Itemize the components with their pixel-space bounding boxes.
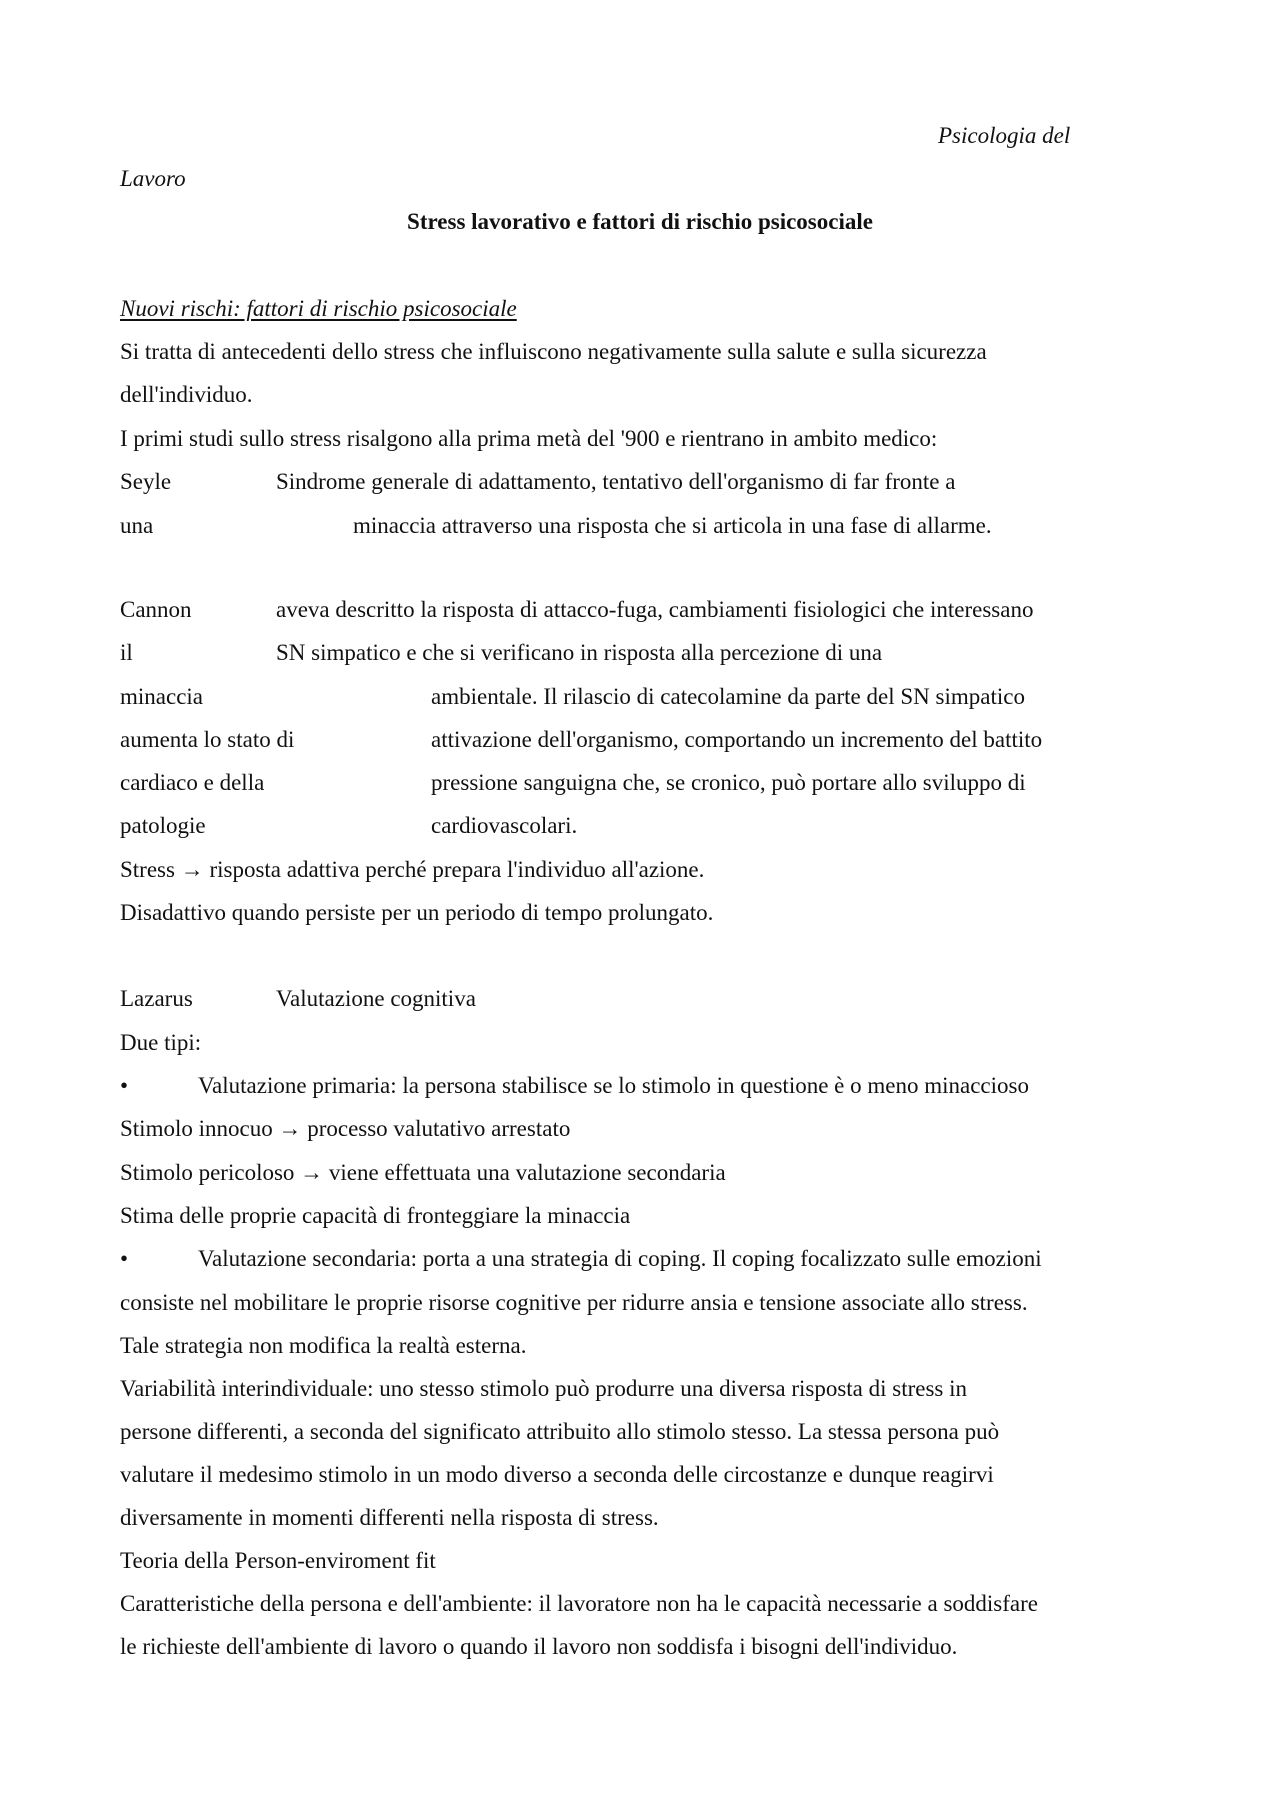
seyle-name: Seyle bbox=[120, 469, 172, 494]
bullet-secondary: • bbox=[120, 1246, 129, 1271]
stimulus-dangerous: Stimolo pericoloso → viene effettuata una valutazione secondaria bbox=[120, 1160, 726, 1185]
cannon-left-4: aumenta lo stato di bbox=[120, 727, 295, 752]
cannon-name: Cannon bbox=[120, 597, 192, 622]
intro-line-1: Si tratta di antecedenti dello stress che influiscono negativamente sulla salute e sulla sicurezza bbox=[120, 339, 987, 364]
variability-line-1: Variabilità interindividuale: uno stesso stimolo può produrre una diversa risposta di stress in bbox=[120, 1376, 968, 1401]
cannon-left-2: il bbox=[120, 640, 133, 665]
secondary-appraisal: Valutazione secondaria: porta a una strategia di coping. Il coping focalizzato sulle emozioni bbox=[198, 1246, 1042, 1271]
cannon-text-1: aveva descritto la risposta di attacco-fuga, cambiamenti fisiologici che interessano bbox=[276, 597, 1034, 622]
header-course-part2: Lavoro bbox=[120, 166, 186, 191]
header-course-part1: Psicologia del bbox=[938, 123, 1071, 148]
cannon-text-4: attivazione dell'organismo, comportando un incremento del battito bbox=[431, 727, 1043, 752]
intro-line-3: I primi studi sullo stress risalgono alla prima metà del '900 e rientrano in ambito medico: bbox=[120, 426, 938, 451]
variability-line-4: diversamente in momenti differenti nella risposta di stress. bbox=[120, 1505, 659, 1530]
pe-fit-line-1: Caratteristiche della persona e dell'ambiente: il lavoratore non ha le capacità necessarie a soddisfare bbox=[120, 1591, 1038, 1616]
stress-line-2: Disadattivo quando persiste per un periodo di tempo prolungato. bbox=[120, 900, 714, 925]
primary-appraisal: Valutazione primaria: la persona stabilisce se lo stimolo in questione è o meno minaccioso bbox=[198, 1073, 1029, 1098]
seyle-text-1: Sindrome generale di adattamento, tentativo dell'organismo di far fronte a bbox=[276, 469, 956, 494]
seyle-left-2: una bbox=[120, 513, 154, 538]
coping-line-2: consiste nel mobilitare le proprie risorse cognitive per ridurre ansia e tensione associate allo stress. bbox=[120, 1290, 1028, 1315]
section-heading: Nuovi rischi: fattori di rischio psicosociale bbox=[120, 296, 517, 321]
seyle-text-2: minaccia attraverso una risposta che si articola in una fase di allarme. bbox=[353, 513, 992, 538]
cannon-text-5: pressione sanguigna che, se cronico, può portare allo sviluppo di bbox=[431, 770, 1026, 795]
cannon-text-3: ambientale. Il rilascio di catecolamine da parte del SN simpatico bbox=[431, 684, 1025, 709]
pe-fit-line-2: le richieste dell'ambiente di lavoro o quando il lavoro non soddisfa i bisogni dell'individuo. bbox=[120, 1634, 958, 1659]
bullet-primary: • bbox=[120, 1073, 129, 1098]
coping-line-3: Tale strategia non modifica la realtà esterna. bbox=[120, 1333, 527, 1358]
capacity-estimate: Stima delle proprie capacità di fronteggiare la minaccia bbox=[120, 1203, 631, 1228]
lazarus-types: Due tipi: bbox=[120, 1030, 202, 1055]
stress-line-1: Stress → risposta adattiva perché prepara l'individuo all'azione. bbox=[120, 857, 705, 882]
pe-fit-title: Teoria della Person-enviroment fit bbox=[120, 1548, 436, 1573]
stimulus-innocuous: Stimolo innocuo → processo valutativo arrestato bbox=[120, 1116, 571, 1141]
variability-line-3: valutare il medesimo stimolo in un modo diverso a seconda delle circostanze e dunque reagirvi bbox=[120, 1462, 994, 1487]
cannon-left-3: minaccia bbox=[120, 684, 204, 709]
variability-line-2: persone differenti, a seconda del significato attribuito allo stimolo stesso. La stessa persona può bbox=[120, 1419, 1000, 1444]
cannon-left-6: patologie bbox=[120, 813, 206, 838]
lazarus-text: Valutazione cognitiva bbox=[276, 986, 476, 1011]
lazarus-name: Lazarus bbox=[120, 986, 193, 1011]
intro-line-2: dell'individuo. bbox=[120, 382, 253, 407]
document-title: Stress lavorativo e fattori di rischio psicosociale bbox=[407, 209, 873, 234]
cannon-text-6: cardiovascolari. bbox=[431, 813, 578, 838]
cannon-text-2: SN simpatico e che si verificano in risposta alla percezione di una bbox=[276, 640, 883, 665]
cannon-left-5: cardiaco e della bbox=[120, 770, 265, 795]
